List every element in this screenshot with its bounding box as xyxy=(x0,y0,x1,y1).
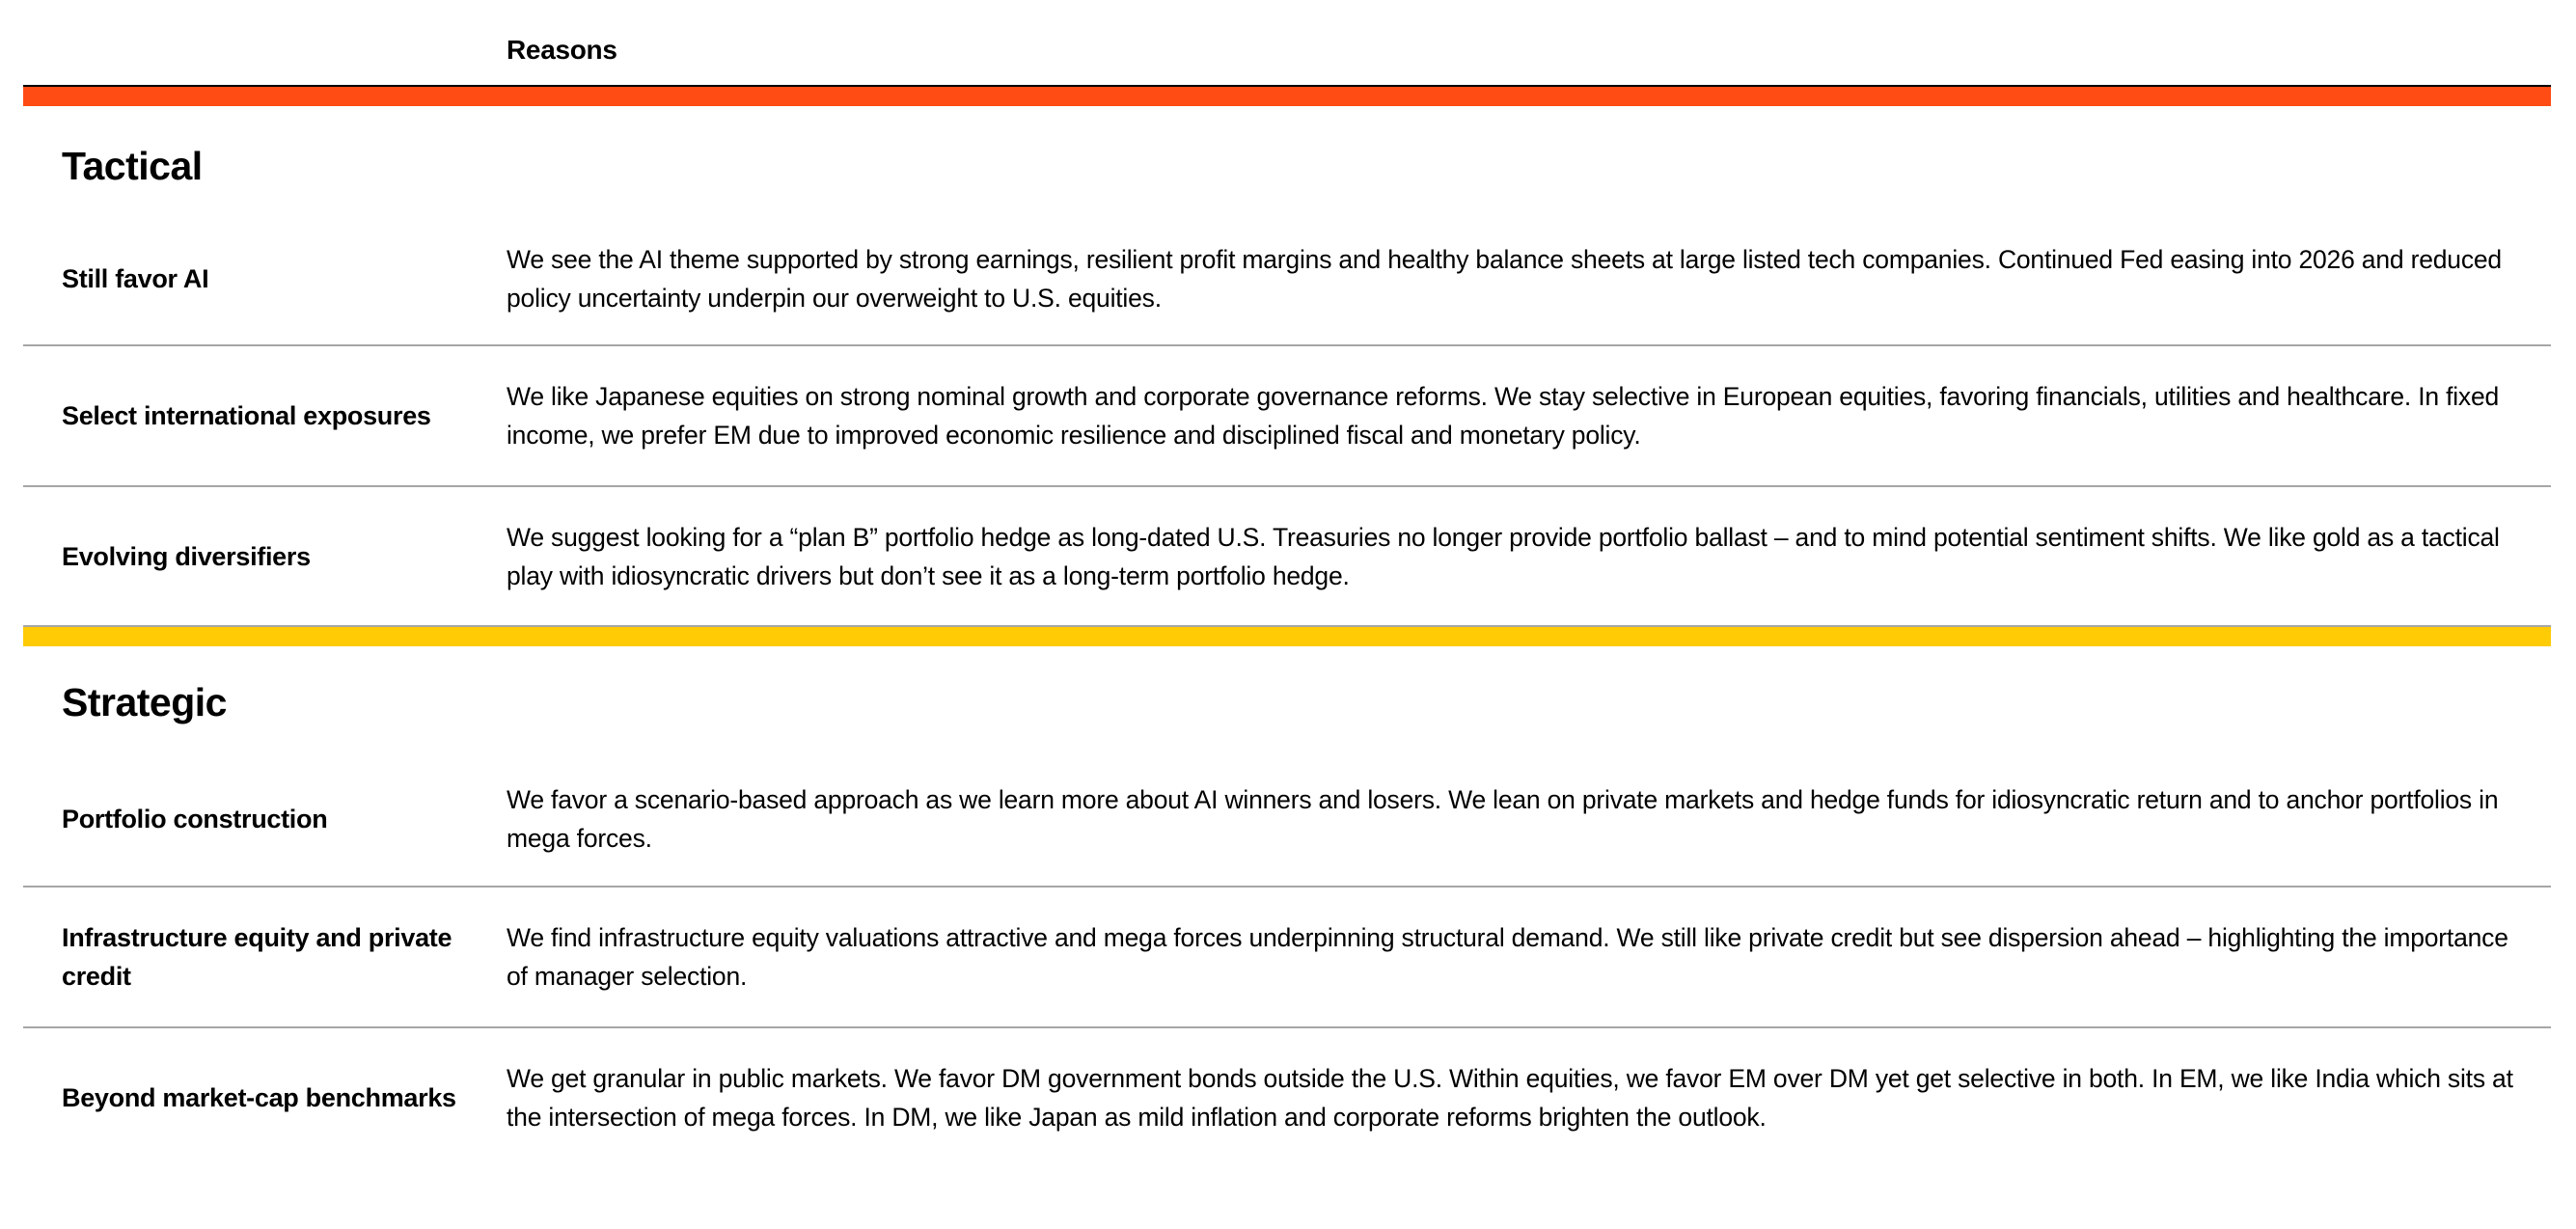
tactical-section-bar xyxy=(23,85,2551,106)
row-text: We see the AI theme supported by strong earnings, resilient profit margins and healthy balance sheets at large listed tech companies. Continued Fed easing into 2026 and reduced policy uncertainty underpin our overweight to U.S. equities. xyxy=(507,244,2502,313)
table-row xyxy=(23,886,2551,1026)
table-row xyxy=(23,752,2551,886)
column-header-reasons: Reasons xyxy=(507,35,617,65)
table-row xyxy=(23,212,2551,344)
table-row xyxy=(23,485,2551,625)
row-label: Evolving diversifiers xyxy=(62,541,311,571)
row-label: Still favor AI xyxy=(62,263,209,293)
row-label: Select international exposures xyxy=(62,401,431,430)
row-text: We like Japanese equities on strong nominal growth and corporate governance reforms. We stay selective in European equities, favoring financials, utilities and healthcare. In fixed income, we prefer EM due to improved economic resilience and disciplined fiscal and monetary policy. xyxy=(507,382,2500,450)
table-row xyxy=(23,1026,2551,1167)
section-title-strategic xyxy=(23,646,2551,752)
row-label: Beyond market-cap benchmarks xyxy=(62,1083,456,1112)
row-label: Portfolio construction xyxy=(62,805,328,833)
row-text: We find infrastructure equity valuations attractive and mega forces underpinning structural demand. We still like private credit but see dispersion ahead – highlighting the importance of manager selection. xyxy=(507,923,2508,991)
row-text: We get granular in public markets. We favor DM government bonds outside the U.S. Within equities, we favor EM over DM yet get selective in both. In EM, we like India which sits at the intersection of mega forces. In DM, we like Japan as mild inflation and corporate reforms brighten the outlook. xyxy=(507,1064,2513,1132)
views-table xyxy=(23,0,2551,1167)
row-text: We favor a scenario-based approach as we learn more about AI winners and losers. We lean on private markets and hedge funds for idiosyncratic return and to anchor portfolios in mega forces. xyxy=(507,785,2499,853)
section-heading: Strategic xyxy=(62,680,227,724)
row-label: Infrastructure equity and private credit xyxy=(62,923,452,991)
section-title-tactical xyxy=(23,106,2551,212)
row-text: We suggest looking for a “plan B” portfolio hedge as long-dated U.S. Treasuries no longer provide portfolio ballast – and to mind potential sentiment shifts. We like gold as a tactical play with idiosyncratic drivers but don’t see it as a long-term portfolio hedge. xyxy=(507,522,2500,590)
strategic-section-bar xyxy=(23,625,2551,646)
section-heading: Tactical xyxy=(62,144,203,188)
table-header xyxy=(23,0,2551,85)
table-row xyxy=(23,344,2551,485)
